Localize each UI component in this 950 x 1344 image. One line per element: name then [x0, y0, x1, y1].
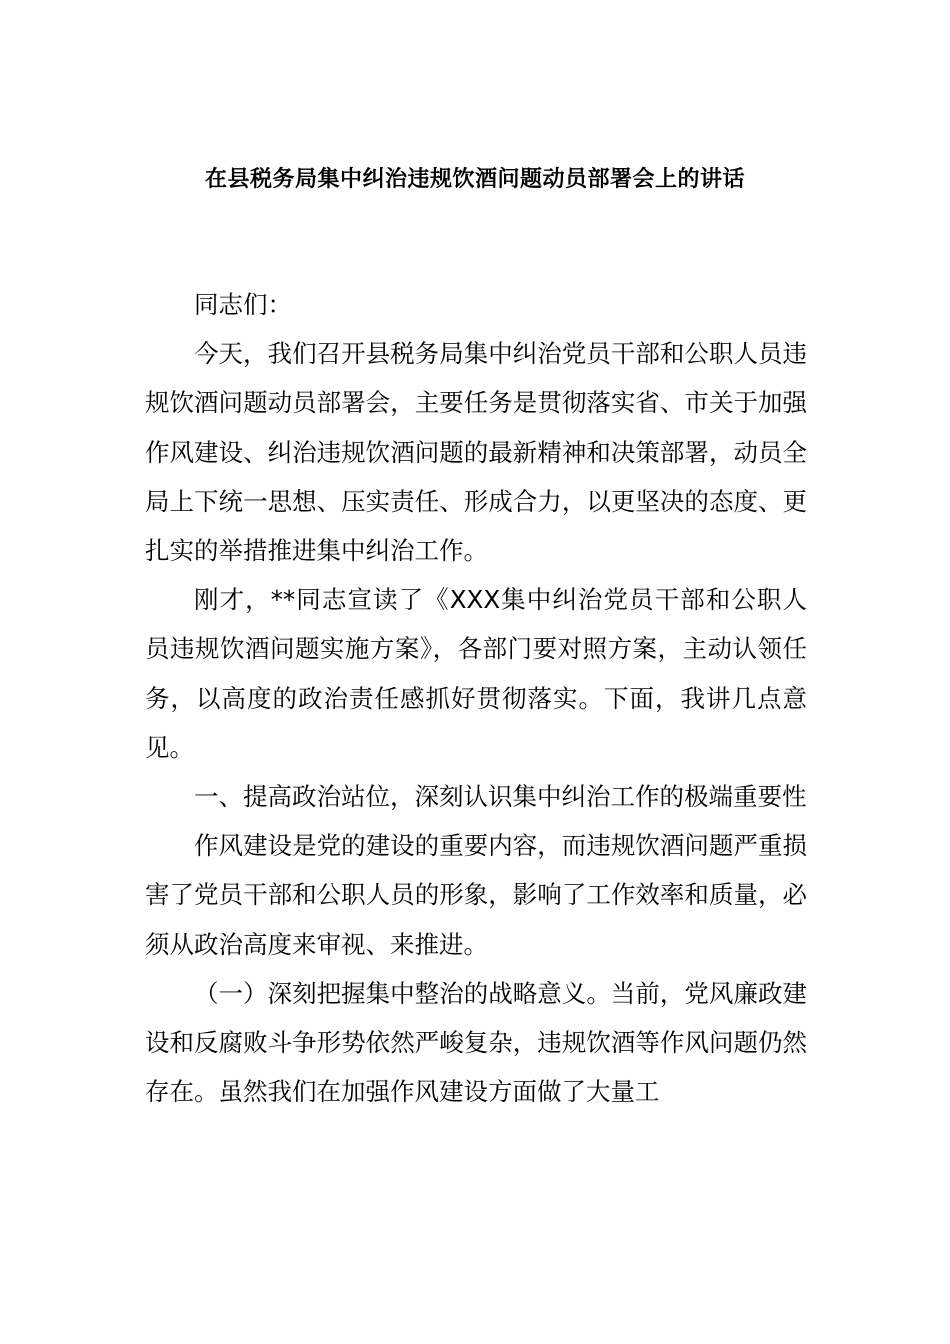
paragraph-style-building: 作风建设是党的建设的重要内容，而违规饮酒问题严重损害了党员干部和公职人员的形象，影响了工作效率和质量，必须从政治高度来审视、来推进。 — [145, 831, 807, 959]
document-body — [145, 280, 807, 1116]
subsection-1-paragraph: （一）深刻把握集中整治的战略意义。当前，党风廉政建设和反腐败斗争形势依然严峻复杂，违规饮酒等作风问题仍然存在。虽然我们在加强作风建设方面做了大量工 — [145, 978, 807, 1107]
salutation: 同志们： — [194, 290, 292, 319]
paragraph-plan-reading: 刚才，**同志宣读了《XXX集中纠治党员干部和公职人员违规饮酒问题实施方案》，各部门要对照方案，主动认领任务，以高度的政治责任感抓好贯彻落实。下面，我讲几点意见。 — [145, 585, 807, 762]
paragraph-opening: 今天，我们召开县税务局集中纠治党员干部和公职人员违规饮酒问题动员部署会，主要任务是贯彻落实省、市关于加强作风建设、纠治违规饮酒问题的最新精神和决策部署，动员全局上下统一思想、压实责任、形成合力，以更坚决的态度、更扎实的举措推进集中纠治工作。 — [145, 339, 807, 566]
document-title: 在县税务局集中纠治违规饮酒问题动员部署会上的讲话 — [204, 167, 745, 192]
section-heading-1: 一、提高政治站位，深刻认识集中纠治工作的极端重要性 — [194, 782, 807, 812]
